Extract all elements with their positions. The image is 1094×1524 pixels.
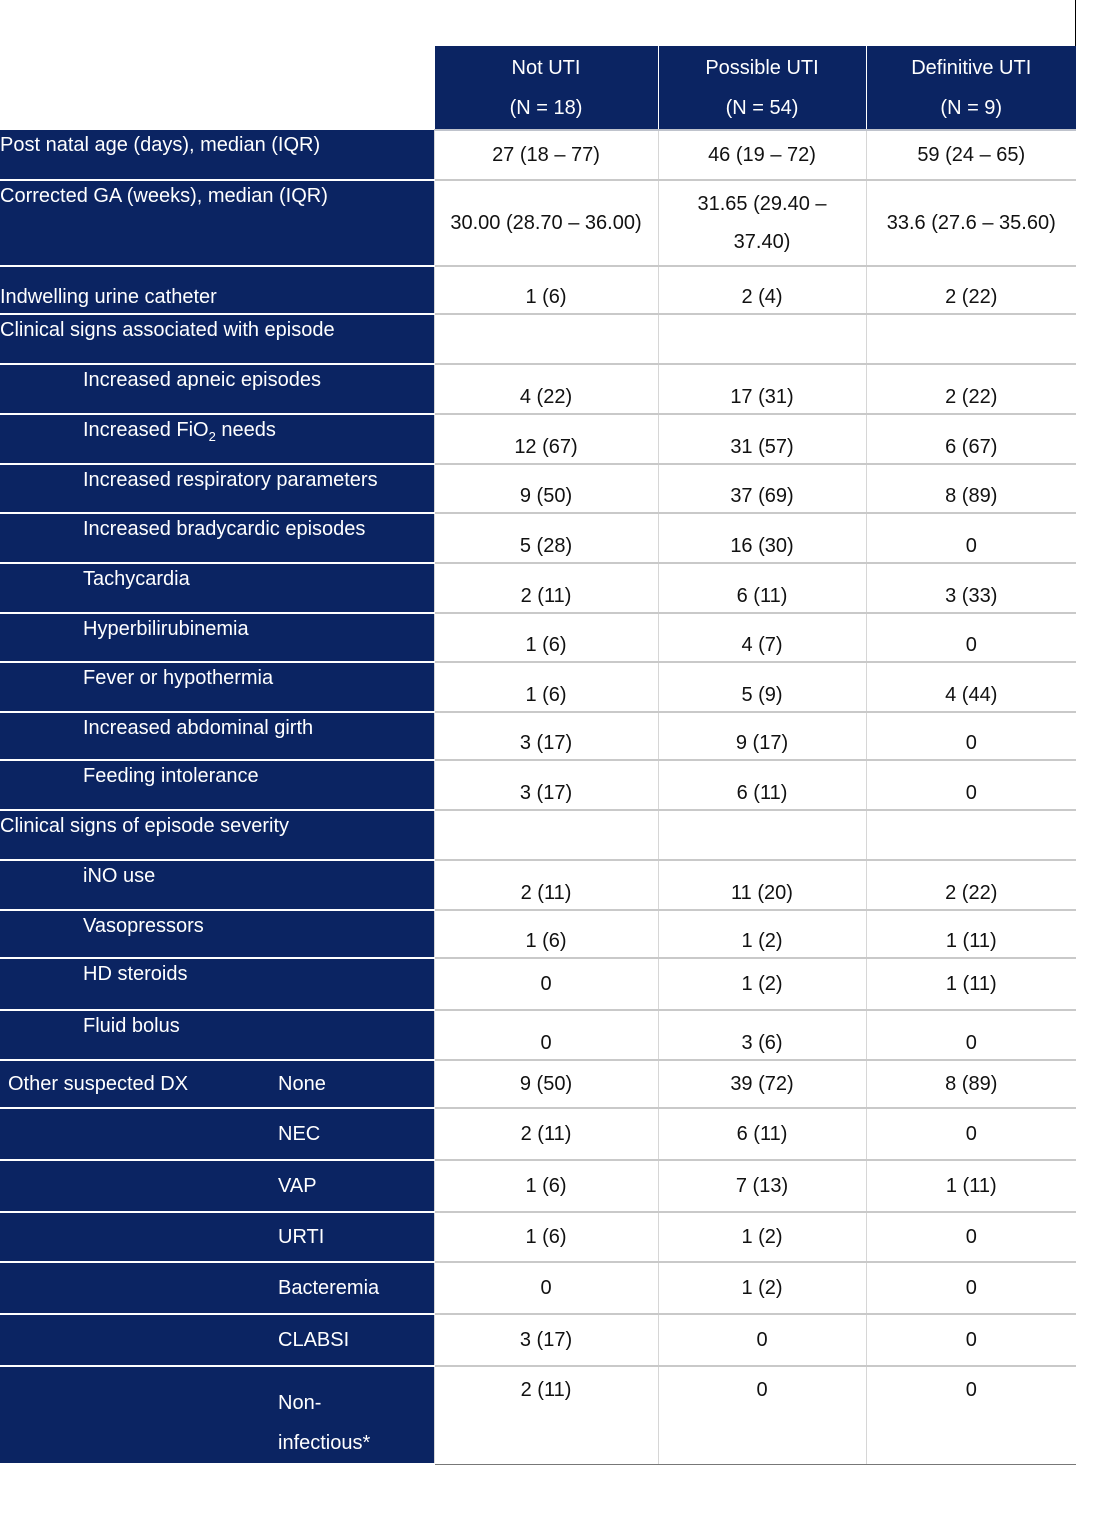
dx-item-label: Non- infectious* [0, 1366, 434, 1464]
top-right-rule [1075, 0, 1076, 46]
cell-value: 2 (11) [434, 1366, 658, 1464]
cell-value: 1 (2) [658, 1262, 866, 1314]
table-row [0, 180, 1076, 266]
table-row [0, 613, 1076, 662]
cell-value: 0 [434, 1010, 658, 1060]
table-row [0, 760, 1076, 810]
header-definitive-uti: Definitive UTI (N = 9) [866, 46, 1076, 130]
cell-value: 11 (20) [658, 860, 866, 910]
cell-value: 59 (24 – 65) [866, 130, 1076, 180]
table-row [0, 1314, 1076, 1366]
cell-value: 0 [866, 1212, 1076, 1262]
section-label: Clinical signs associated with episode [0, 314, 434, 364]
cell-value: 1 (2) [658, 958, 866, 1010]
table-row [0, 364, 1076, 414]
dx-item-label: None [278, 1072, 326, 1095]
dx-item-label: VAP [0, 1160, 434, 1212]
table-row [0, 130, 1076, 180]
cell-value: 0 [866, 1010, 1076, 1060]
cell-value: 2 (22) [866, 364, 1076, 414]
empty-cell [658, 810, 866, 860]
dx-item-label: NEC [0, 1108, 434, 1160]
row-label: Fever or hypothermia [0, 662, 434, 712]
cell-value: 1 (6) [434, 662, 658, 712]
cell-value: 8 (89) [866, 1060, 1076, 1108]
cell-value: 9 (17) [658, 712, 866, 760]
row-label: Tachycardia [0, 563, 434, 613]
cell-value: 1 (6) [434, 910, 658, 958]
cell-value: 4 (22) [434, 364, 658, 414]
empty-cell [658, 314, 866, 364]
row-label: Increased FiO$_2$ needs [0, 414, 434, 464]
cell-value: 5 (28) [434, 513, 658, 563]
cell-value: 37 (69) [658, 464, 866, 513]
dx-item-label: Bacteremia [0, 1262, 434, 1314]
cell-value: 0 [658, 1314, 866, 1366]
table-row [0, 910, 1076, 958]
cell-value: 0 [866, 1108, 1076, 1160]
table-row [0, 958, 1076, 1010]
dx-label-cell [0, 1060, 434, 1108]
cell-value: 0 [434, 958, 658, 1010]
row-label: Increased bradycardic episodes [0, 513, 434, 563]
header-not-uti: Not UTI (N = 18) [434, 46, 658, 130]
header-row [0, 46, 1076, 130]
cell-value: 30.00 (28.70 – 36.00) [434, 180, 658, 266]
table-row [0, 712, 1076, 760]
row-label: Corrected GA (weeks), median (IQR) [0, 180, 434, 266]
cell-value: 3 (6) [658, 1010, 866, 1060]
table-row [0, 563, 1076, 613]
cell-value: 27 (18 – 77) [434, 130, 658, 180]
cell-value: 0 [866, 1262, 1076, 1314]
cell-value: 9 (50) [434, 464, 658, 513]
table-row [0, 464, 1076, 513]
row-label: HD steroids [0, 958, 434, 1010]
cell-value: 7 (13) [658, 1160, 866, 1212]
cell-value: 4 (44) [866, 662, 1076, 712]
section-label: Clinical signs of episode severity [0, 810, 434, 860]
cell-value: 6 (11) [658, 760, 866, 810]
cell-value: 46 (19 – 72) [658, 130, 866, 180]
section-header-row [0, 810, 1076, 860]
table-row [0, 414, 1076, 464]
empty-cell [866, 314, 1076, 364]
row-label: Hyperbilirubinemia [0, 613, 434, 662]
cell-value: 2 (11) [434, 860, 658, 910]
row-label: Feeding intolerance [0, 760, 434, 810]
table-row [0, 860, 1076, 910]
cell-value: 1 (11) [866, 958, 1076, 1010]
table-row [0, 662, 1076, 712]
cell-value: 6 (11) [658, 563, 866, 613]
table-row [0, 1212, 1076, 1262]
cell-value: 3 (17) [434, 1314, 658, 1366]
cell-value: 0 [866, 1366, 1076, 1464]
cell-value: 1 (2) [658, 910, 866, 958]
cell-value: 33.6 (27.6 – 35.60) [866, 180, 1076, 266]
cell-value: 17 (31) [658, 364, 866, 414]
row-label: Increased abdominal girth [0, 712, 434, 760]
cell-value: 16 (30) [658, 513, 866, 563]
cell-value: 31 (57) [658, 414, 866, 464]
dx-group-title: Other suspected DX [8, 1072, 189, 1095]
cell-value: 0 [866, 1314, 1076, 1366]
row-label: Increased respiratory parameters [0, 464, 434, 513]
cell-value: 2 (11) [434, 1108, 658, 1160]
cell-value: 1 (6) [434, 1160, 658, 1212]
cell-value: 31.65 (29.40 – 37.40) [658, 180, 866, 266]
row-label: Post natal age (days), median (IQR) [0, 130, 434, 180]
cell-value: 39 (72) [658, 1060, 866, 1108]
row-label: Indwelling urine catheter [0, 266, 434, 314]
row-label: Vasopressors [0, 910, 434, 958]
cell-value: 1 (6) [434, 613, 658, 662]
cell-value: 6 (11) [658, 1108, 866, 1160]
cell-value: 2 (22) [866, 266, 1076, 314]
cell-value: 2 (4) [658, 266, 866, 314]
cell-value: 1 (11) [866, 1160, 1076, 1212]
cell-value: 3 (17) [434, 712, 658, 760]
cell-value: 1 (6) [434, 266, 658, 314]
cell-value: 2 (22) [866, 860, 1076, 910]
header-possible-uti: Possible UTI (N = 54) [658, 46, 866, 130]
table-row [0, 513, 1076, 563]
cell-value: 6 (67) [866, 414, 1076, 464]
row-label: Fluid bolus [0, 1010, 434, 1060]
table-row [0, 1108, 1076, 1160]
cell-value: 0 [658, 1366, 866, 1464]
cell-value: 0 [866, 613, 1076, 662]
cell-value: 3 (17) [434, 760, 658, 810]
dx-item-label: CLABSI [0, 1314, 434, 1366]
cell-value: 0 [866, 760, 1076, 810]
cell-value: 1 (11) [866, 910, 1076, 958]
cell-value: 3 (33) [866, 563, 1076, 613]
cell-value: 0 [434, 1262, 658, 1314]
row-label: Increased apneic episodes [0, 364, 434, 414]
cell-value: 12 (67) [434, 414, 658, 464]
table-row [0, 1160, 1076, 1212]
row-label: iNO use [0, 860, 434, 910]
table-row [0, 266, 1076, 314]
cell-value: 0 [866, 513, 1076, 563]
header-blank-cell [0, 46, 434, 130]
cell-value: 9 (50) [434, 1060, 658, 1108]
cell-value: 1 (6) [434, 1212, 658, 1262]
table-row [0, 1060, 1076, 1108]
empty-cell [434, 314, 658, 364]
table-row [0, 1366, 1076, 1464]
cell-value: 2 (11) [434, 563, 658, 613]
section-header-row [0, 314, 1076, 364]
utiepisodes-table [0, 46, 1076, 1465]
cell-value: 4 (7) [658, 613, 866, 662]
cell-value: 0 [866, 712, 1076, 760]
cell-value: 5 (9) [658, 662, 866, 712]
cell-value: 8 (89) [866, 464, 1076, 513]
table-row [0, 1262, 1076, 1314]
cell-value: 1 (2) [658, 1212, 866, 1262]
dx-item-label: URTI [0, 1212, 434, 1262]
table-row [0, 1010, 1076, 1060]
empty-cell [866, 810, 1076, 860]
empty-cell [434, 810, 658, 860]
